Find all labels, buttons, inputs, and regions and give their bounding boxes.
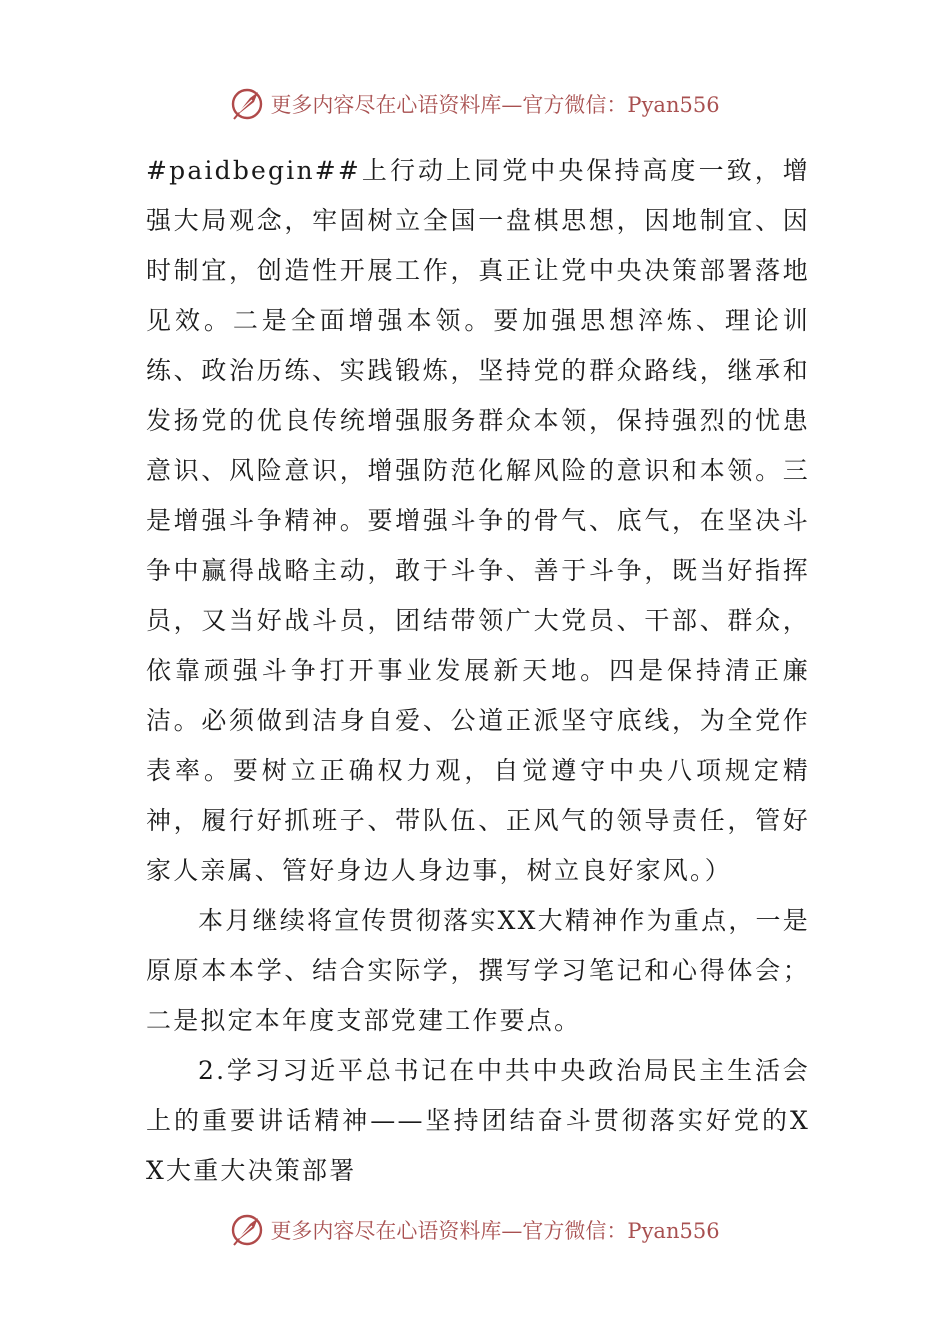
paragraph-item-2: 2.学习习近平总书记在中共中央政治局民主生活会上的重要讲话精神——坚持团结奋斗贯彻落实好党的XX大重大决策部署 [146, 1056, 810, 1185]
header-banner [0, 84, 950, 124]
paragraph-monthly-plan: 本月继续将宣传贯彻落实XX大精神作为重点，一是原原本本学、结合实际学，撰写学习笔记和心得体会；二是拟定本年度支部党建工作要点。 [146, 906, 810, 1035]
header-banner-text: 更多内容尽在心语资料库—官方微信：Pyan556 [270, 93, 720, 117]
footer-banner [0, 1210, 950, 1250]
quill-pen-logo-icon [230, 86, 266, 122]
document-body [146, 146, 810, 1196]
footer-banner-text: 更多内容尽在心语资料库—官方微信：Pyan556 [270, 1219, 720, 1243]
quill-pen-logo-icon [230, 1212, 266, 1248]
paragraph-continued: #paidbegin##上行动上同党中央保持高度一致，增强大局观念，牢固树立全国一盘棋思想，因地制宜、因时制宜，创造性开展工作，真正让党中央决策部署落地见效。二是全面增强本领。要加强思想淬炼、理论训练、政治历练、实践锻炼，坚持党的群众路线，继承和发扬党的优良传统增强服务群众本领，保持强烈的忧患意识、风险意识，增强防范化解风险的意识和本领。三是增强斗争精神。要增强斗争的骨气、底气，在坚决斗争中赢得战略主动，敢于斗争、善于斗争，既当好指挥员，又当好战斗员，团结带领广大党员、干部、群众，依靠顽强斗争打开事业发展新天地。四是保持清正廉洁。必须做到洁身自爱、公道正派坚守底线，为全党作表率。要树立正确权力观，自觉遵守中央八项规定精神，履行好抓班子、带队伍、正风气的领导责任，管好家人亲属、管好身边人身边事，树立良好家风。） [146, 156, 810, 885]
